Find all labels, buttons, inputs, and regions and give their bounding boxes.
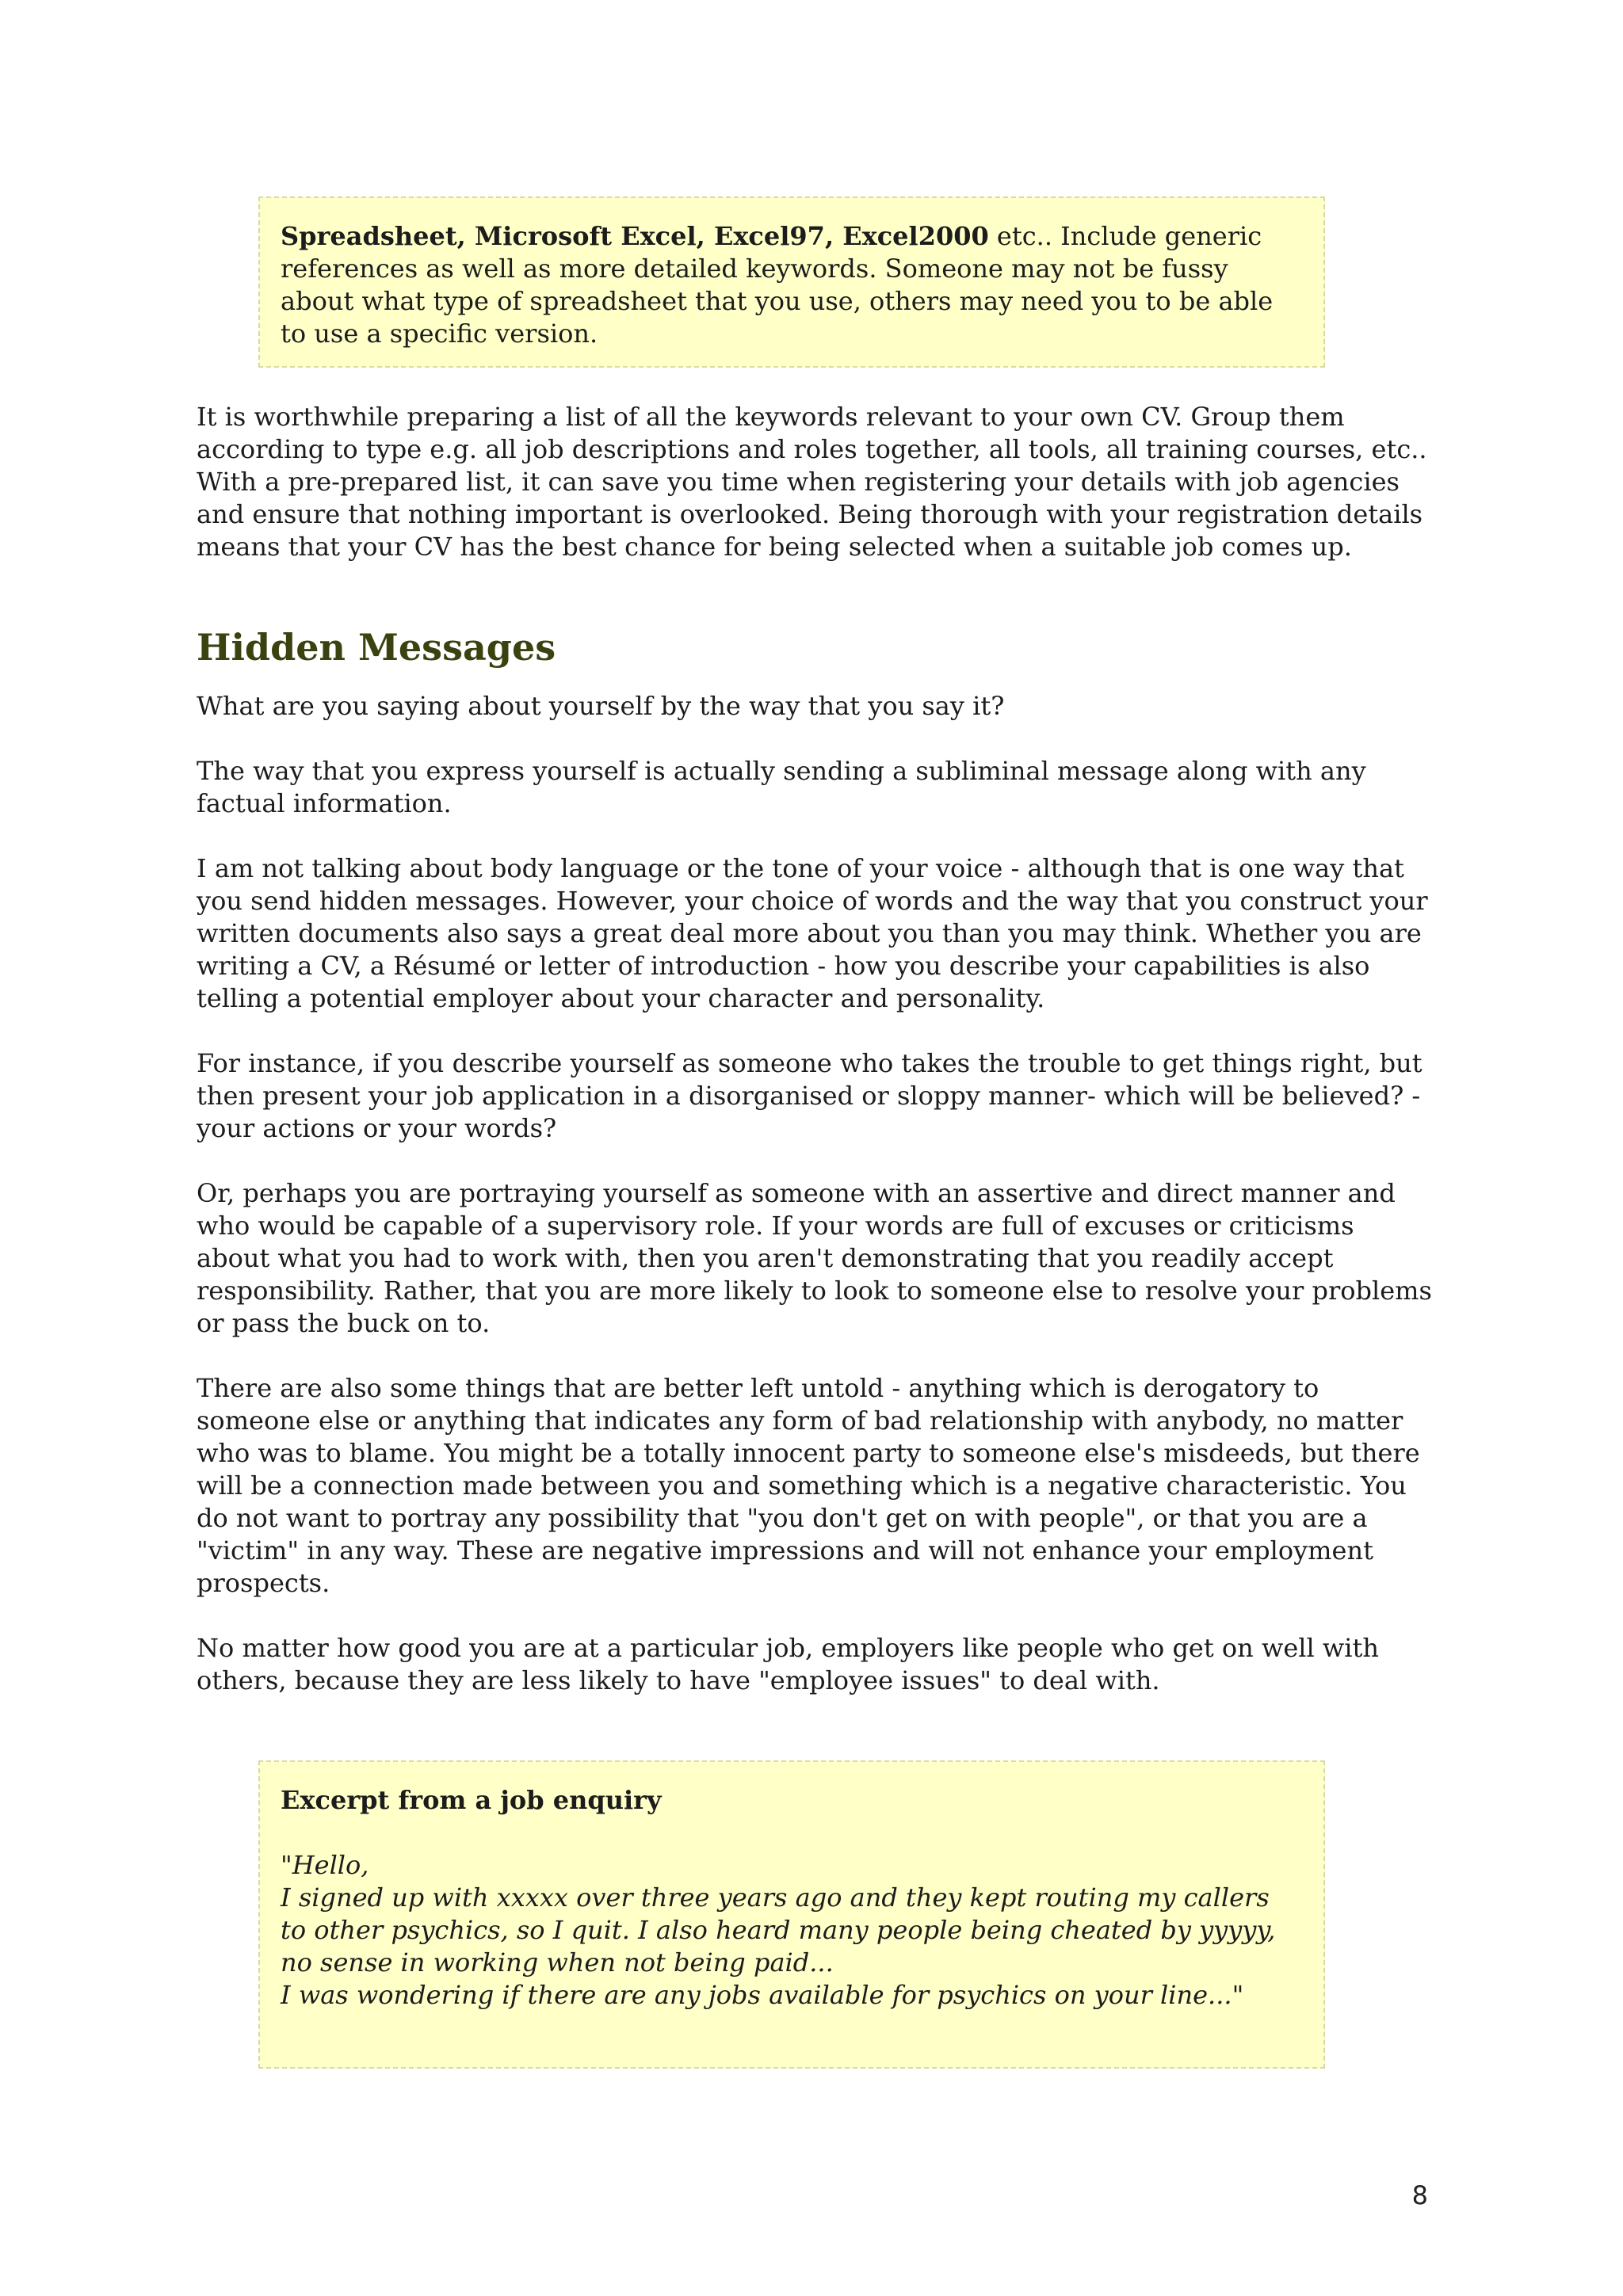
page-number: 8 xyxy=(1411,2180,1428,2210)
section-heading: Hidden Messages xyxy=(197,626,556,669)
quote-line: "Hello, xyxy=(281,1850,369,1880)
page-content xyxy=(197,196,1433,2069)
body-paragraph: The way that you express yourself is actually sending a subliminal message along with any factual information. xyxy=(197,756,1366,818)
body-paragraph: No matter how good you are at a particular job, employers like people who get on well with others, because they are less likely to have "employee issues" to deal with. xyxy=(197,1633,1379,1695)
job-enquiry-callout xyxy=(258,1760,1325,2069)
body-paragraph: For instance, if you describe yourself as someone who takes the trouble to get things right, but then present your job application in a disorganised or sloppy manner- which will be believed? - your actions or your words? xyxy=(197,1048,1423,1143)
body-paragraph: I am not talking about body language or the tone of your voice - although that is one way that you send hidden messages. However, your choice of words and the way that you construct your written documents also says a great deal more about you than you may think. Whether you are writing a CV, a Résumé or letter of introduction - how you describe your capabilities is also telling a potential employer about your character and personality. xyxy=(197,853,1428,1013)
body-paragraph: What are you saying about yourself by the way that you say it? xyxy=(197,691,1005,721)
intro-paragraph: It is worthwhile preparing a list of all the keywords relevant to your own CV. Group them according to type e.g. all job descriptions and roles together, all tools, all training courses, etc.. With a pre-prepared list, it can save you time when registering your details with job agencies and ensure that nothing important is overlooked. Being thorough with your registration details means that your CV has the best chance for being selected when a suitable job comes up. xyxy=(197,402,1427,562)
callout-text: etc.. Include generic references as well as more detailed keywords. Someone may not be fussy about what type of spreadsheet that you use, others may need you to be able to use a specific version. xyxy=(281,221,1274,349)
body-paragraph: There are also some things that are better left untold - anything which is derogatory to someone else or anything that indicates any form of bad relationship with anybody, no matter who was to blame. You might be a totally innocent party to someone else's misdeeds, but there will be a connection made between you and something which is a negative characteristic. You do not want to portray any possibility that "you don't get on with people", or that you are a "victim" in any way. These are negative impressions and will not enhance your employment prospects. xyxy=(197,1373,1420,1598)
quote-line: I signed up with xxxxx over three years ago and they kept routing my callers to other psychics, so I quit. I also heard many people being cheated by yyyyy, no sense in working when not being paid... xyxy=(281,1882,1276,1978)
callout-keywords: Spreadsheet, Microsoft Excel, Excel97, Excel2000 xyxy=(281,221,989,251)
keywords-callout xyxy=(258,196,1325,368)
enquiry-quote xyxy=(281,1849,1303,2012)
callout-title: Excerpt from a job enquiry xyxy=(281,1785,662,1815)
body-paragraph: Or, perhaps you are portraying yourself as someone with an assertive and direct manner and who would be capable of a supervisory role. If your words are full of excuses or criticisms about what you had to work with, then you aren't demonstrating that you readily accept responsibility. Rather, that you are more likely to look to someone else to resolve your problems or pass the buck on to. xyxy=(197,1178,1432,1338)
quote-line: I was wondering if there are any jobs available for psychics on your line..." xyxy=(281,1980,1244,2010)
